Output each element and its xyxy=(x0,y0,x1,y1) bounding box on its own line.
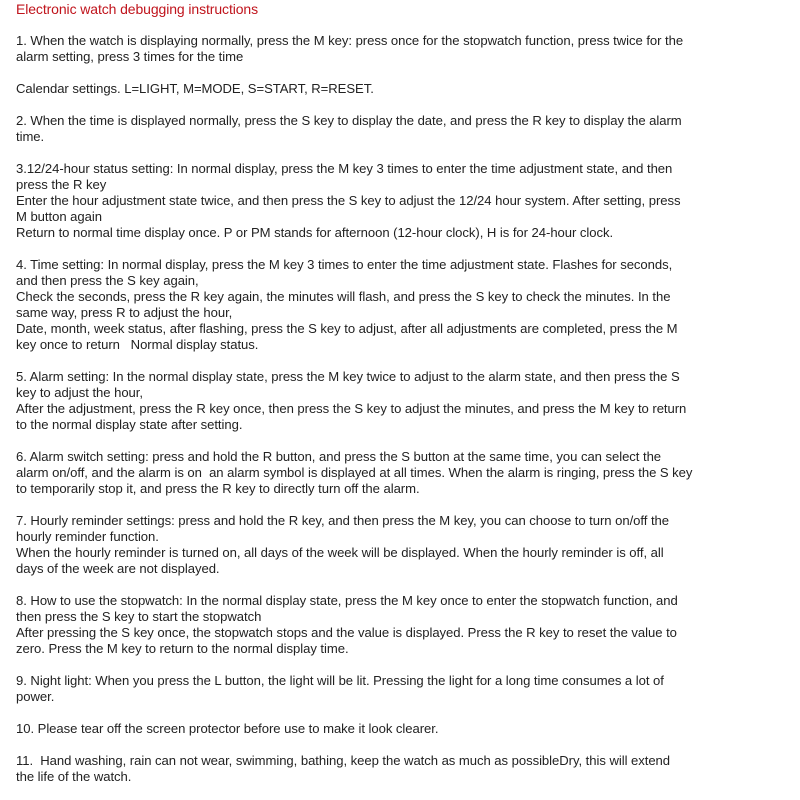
instruction-section xyxy=(16,81,374,97)
instruction-line: then press the S key to start the stopwatch xyxy=(16,609,262,624)
instruction-line: After pressing the S key once, the stopwatch stops and the value is displayed. Press the R key to reset the value to xyxy=(16,625,677,640)
instruction-line: same way, press R to adjust the hour, xyxy=(16,305,233,320)
instruction-line: 7. Hourly reminder settings: press and hold the R key, and then press the M key, you can choose to turn on/off the xyxy=(16,513,669,528)
instruction-section xyxy=(16,33,683,65)
instruction-line: alarm setting, press 3 times for the time xyxy=(16,49,244,64)
instruction-line: to the normal display state after setting. xyxy=(16,417,243,432)
instruction-line: M button again xyxy=(16,209,102,224)
instruction-line: 1. When the watch is displaying normally, press the M key: press once for the stopwatch function, press twice for the xyxy=(16,33,684,48)
instruction-section xyxy=(16,369,686,433)
instruction-line: days of the week are not displayed. xyxy=(16,561,220,576)
instruction-line: press the R key xyxy=(16,177,107,192)
instruction-section xyxy=(16,673,664,705)
instruction-line: When the hourly reminder is turned on, all days of the week will be displayed. When the hourly reminder is off, all xyxy=(16,545,664,560)
instruction-line: alarm on/off, and the alarm is on an alarm symbol is displayed at all times. When the alarm is ringing, press the S key xyxy=(16,465,693,480)
instruction-line: After the adjustment, press the R key once, then press the S key to adjust the minutes, and press the M key to return xyxy=(16,401,687,416)
instruction-section xyxy=(16,257,678,353)
instruction-section xyxy=(16,449,692,497)
instruction-line: zero. Press the M key to return to the normal display time. xyxy=(16,641,349,656)
instruction-section xyxy=(16,161,680,241)
instruction-section xyxy=(16,513,669,577)
instruction-line: 10. Please tear off the screen protector before use to make it look clearer. xyxy=(16,721,439,736)
instruction-line: time. xyxy=(16,129,45,144)
instruction-line: 11. Hand washing, rain can not wear, swimming, bathing, keep the watch as much as possibleDry, this will extend xyxy=(16,753,671,768)
instruction-line: key once to return Normal display status. xyxy=(16,337,259,352)
instruction-line: 5. Alarm setting: In the normal display state, press the M key twice to adjust to the alarm state, and then press the S xyxy=(16,369,680,384)
instruction-line: power. xyxy=(16,689,55,704)
instruction-line: Date, month, week status, after flashing, press the S key to adjust, after all adjustments are completed, press the M xyxy=(16,321,678,336)
instruction-section xyxy=(16,721,438,737)
instructions-document xyxy=(16,0,746,784)
instruction-section xyxy=(16,113,682,145)
instruction-line: 4. Time setting: In normal display, press the M key 3 times to enter the time adjustment state. Flashes for seconds, xyxy=(16,257,673,272)
instruction-line: 9. Night light: When you press the L button, the light will be lit. Pressing the light for a long time consumes a lot of xyxy=(16,673,664,688)
instruction-line: the life of the watch. xyxy=(16,769,132,784)
instruction-line: 8. How to use the stopwatch: In the normal display state, press the M key once to enter the stopwatch function, and xyxy=(16,593,678,608)
instruction-line: Check the seconds, press the R key again, the minutes will flash, and press the S key to check the minutes. In the xyxy=(16,289,671,304)
instruction-line: hourly reminder function. xyxy=(16,529,159,544)
instruction-line: 3.12/24-hour status setting: In normal display, press the M key 3 times to enter the time adjustment state, and then xyxy=(16,161,673,176)
instruction-line: and then press the S key again, xyxy=(16,273,199,288)
instruction-line: 2. When the time is displayed normally, press the S key to display the date, and press the R key to display the alarm xyxy=(16,113,682,128)
instruction-line: Enter the hour adjustment state twice, and then press the S key to adjust the 12/24 hour system. After setting, press xyxy=(16,193,681,208)
instruction-line: Calendar settings. L=LIGHT, M=MODE, S=START, R=RESET. xyxy=(16,81,374,96)
instruction-line: 6. Alarm switch setting: press and hold the R button, and press the S button at the same time, you can select the xyxy=(16,449,662,464)
instruction-line: Return to normal time display once. P or PM stands for afternoon (12-hour clock), H is for 24-hour clock. xyxy=(16,225,614,240)
document-title: Electronic watch debugging instructions xyxy=(16,1,259,17)
instruction-section xyxy=(16,593,678,657)
instruction-line: key to adjust the hour, xyxy=(16,385,143,400)
instruction-section xyxy=(16,753,670,785)
instruction-line: to temporarily stop it, and press the R key to directly turn off the alarm. xyxy=(16,481,420,496)
